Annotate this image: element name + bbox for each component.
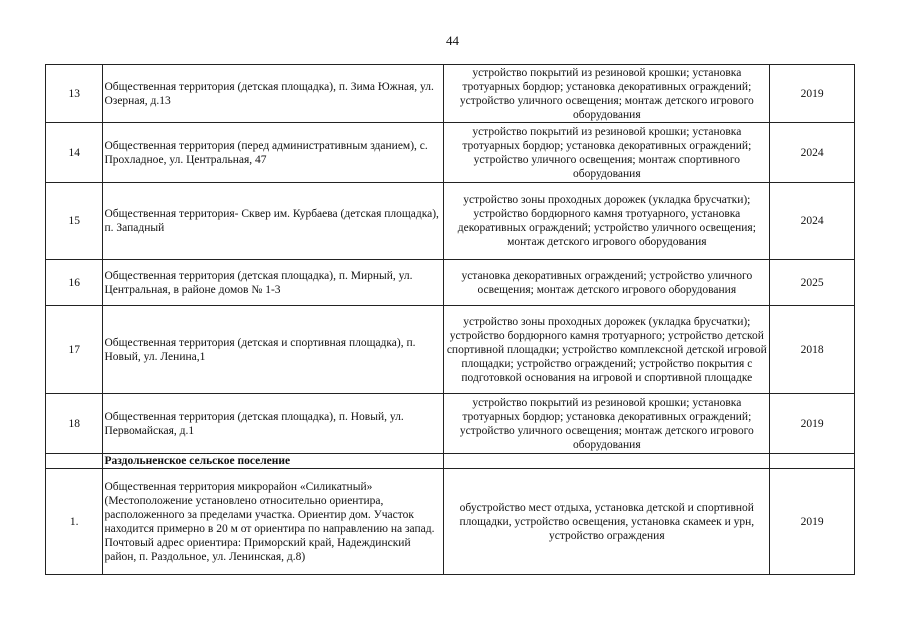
territory-cell: Общественная территория (детская и спортивная площадка), п. Новый, ул. Ленина,1: [103, 306, 444, 394]
row-number: 18: [46, 394, 103, 454]
table-row: [46, 183, 855, 260]
row-number: 13: [46, 65, 103, 123]
table-row: [46, 469, 855, 575]
works-cell: устройство зоны проходных дорожек (укладка брусчатки); устройство бордюрного камня тротуарного; устройство детской спортивной площадки; устройство комплексной детской игровой площадки; устройство ограждений; устройство покрытия с подготовкой основания на игровой и спортивной площадке: [444, 306, 770, 394]
territory-table: [45, 64, 855, 575]
works-cell: устройство покрытий из резиновой крошки; установка тротуарных бордюр; установка декоративных ограждений; устройство уличного освещения; монтаж детского игрового оборудования: [444, 394, 770, 454]
territory-cell: Общественная территория (детская площадка), п. Зима Южная, ул. Озерная, д.13: [103, 65, 444, 123]
table-row: [46, 306, 855, 394]
territory-cell: Общественная территория (детская площадка), п. Новый, ул. Первомайская, д.1: [103, 394, 444, 454]
section-works-cell: [444, 454, 770, 469]
table-row: [46, 394, 855, 454]
works-cell: устройство зоны проходных дорожек (укладка брусчатки); устройство бордюрного камня тротуарного, установка декоративных ограждений; устройство уличного освещения; монтаж детского игрового оборудования: [444, 183, 770, 260]
year-cell: 2019: [770, 469, 855, 575]
year-cell: 2019: [770, 65, 855, 123]
row-number: 15: [46, 183, 103, 260]
territory-cell: Общественная территория- Сквер им. Курбаева (детская площадка), п. Западный: [103, 183, 444, 260]
row-number: 17: [46, 306, 103, 394]
year-cell: 2024: [770, 183, 855, 260]
works-cell: устройство покрытий из резиновой крошки; установка тротуарных бордюр; установка декоративных ограждений; устройство уличного освещения; монтаж спортивного оборудования: [444, 123, 770, 183]
works-cell: устройство покрытий из резиновой крошки; установка тротуарных бордюр; установка декоративных ограждений; устройство уличного освещения; монтаж детского игрового оборудования: [444, 65, 770, 123]
territory-cell: Общественная территория микрорайон «Силикатный» (Местоположение установлено относительно ориентира, расположенного за пределами участка. Ориентир дом. Участок находится примерно в 20 м от ориентира по направлению на запад. Почтовый адрес ориентира: Приморский край, Надеждинский район, п. Раздольное, ул. Ленинская, д.8): [103, 469, 444, 575]
table-row: [46, 260, 855, 306]
section-header-row: [46, 454, 855, 469]
territory-cell: Общественная территория (детская площадка), п. Мирный, ул. Центральная, в районе домов № 1-3: [103, 260, 444, 306]
row-number: 16: [46, 260, 103, 306]
section-title: Раздольненское сельское поселение: [103, 454, 444, 469]
year-cell: 2024: [770, 123, 855, 183]
year-cell: 2019: [770, 394, 855, 454]
territory-cell: Общественная территория (перед административным зданием), с. Прохладное, ул. Центральная, 47: [103, 123, 444, 183]
row-number: 1.: [46, 469, 103, 575]
works-cell: установка декоративных ограждений; устройство уличного освещения; монтаж детского игрового оборудования: [444, 260, 770, 306]
table-row: [46, 123, 855, 183]
section-number-cell: [46, 454, 103, 469]
table-row: [46, 65, 855, 123]
year-cell: 2018: [770, 306, 855, 394]
page-number: 44: [446, 33, 459, 48]
section-year-cell: [770, 454, 855, 469]
year-cell: 2025: [770, 260, 855, 306]
row-number: 14: [46, 123, 103, 183]
works-cell: обустройство мест отдыха, установка детской и спортивной площадки, устройство освещения, установка скамеек и урн, устройство ограждения: [444, 469, 770, 575]
